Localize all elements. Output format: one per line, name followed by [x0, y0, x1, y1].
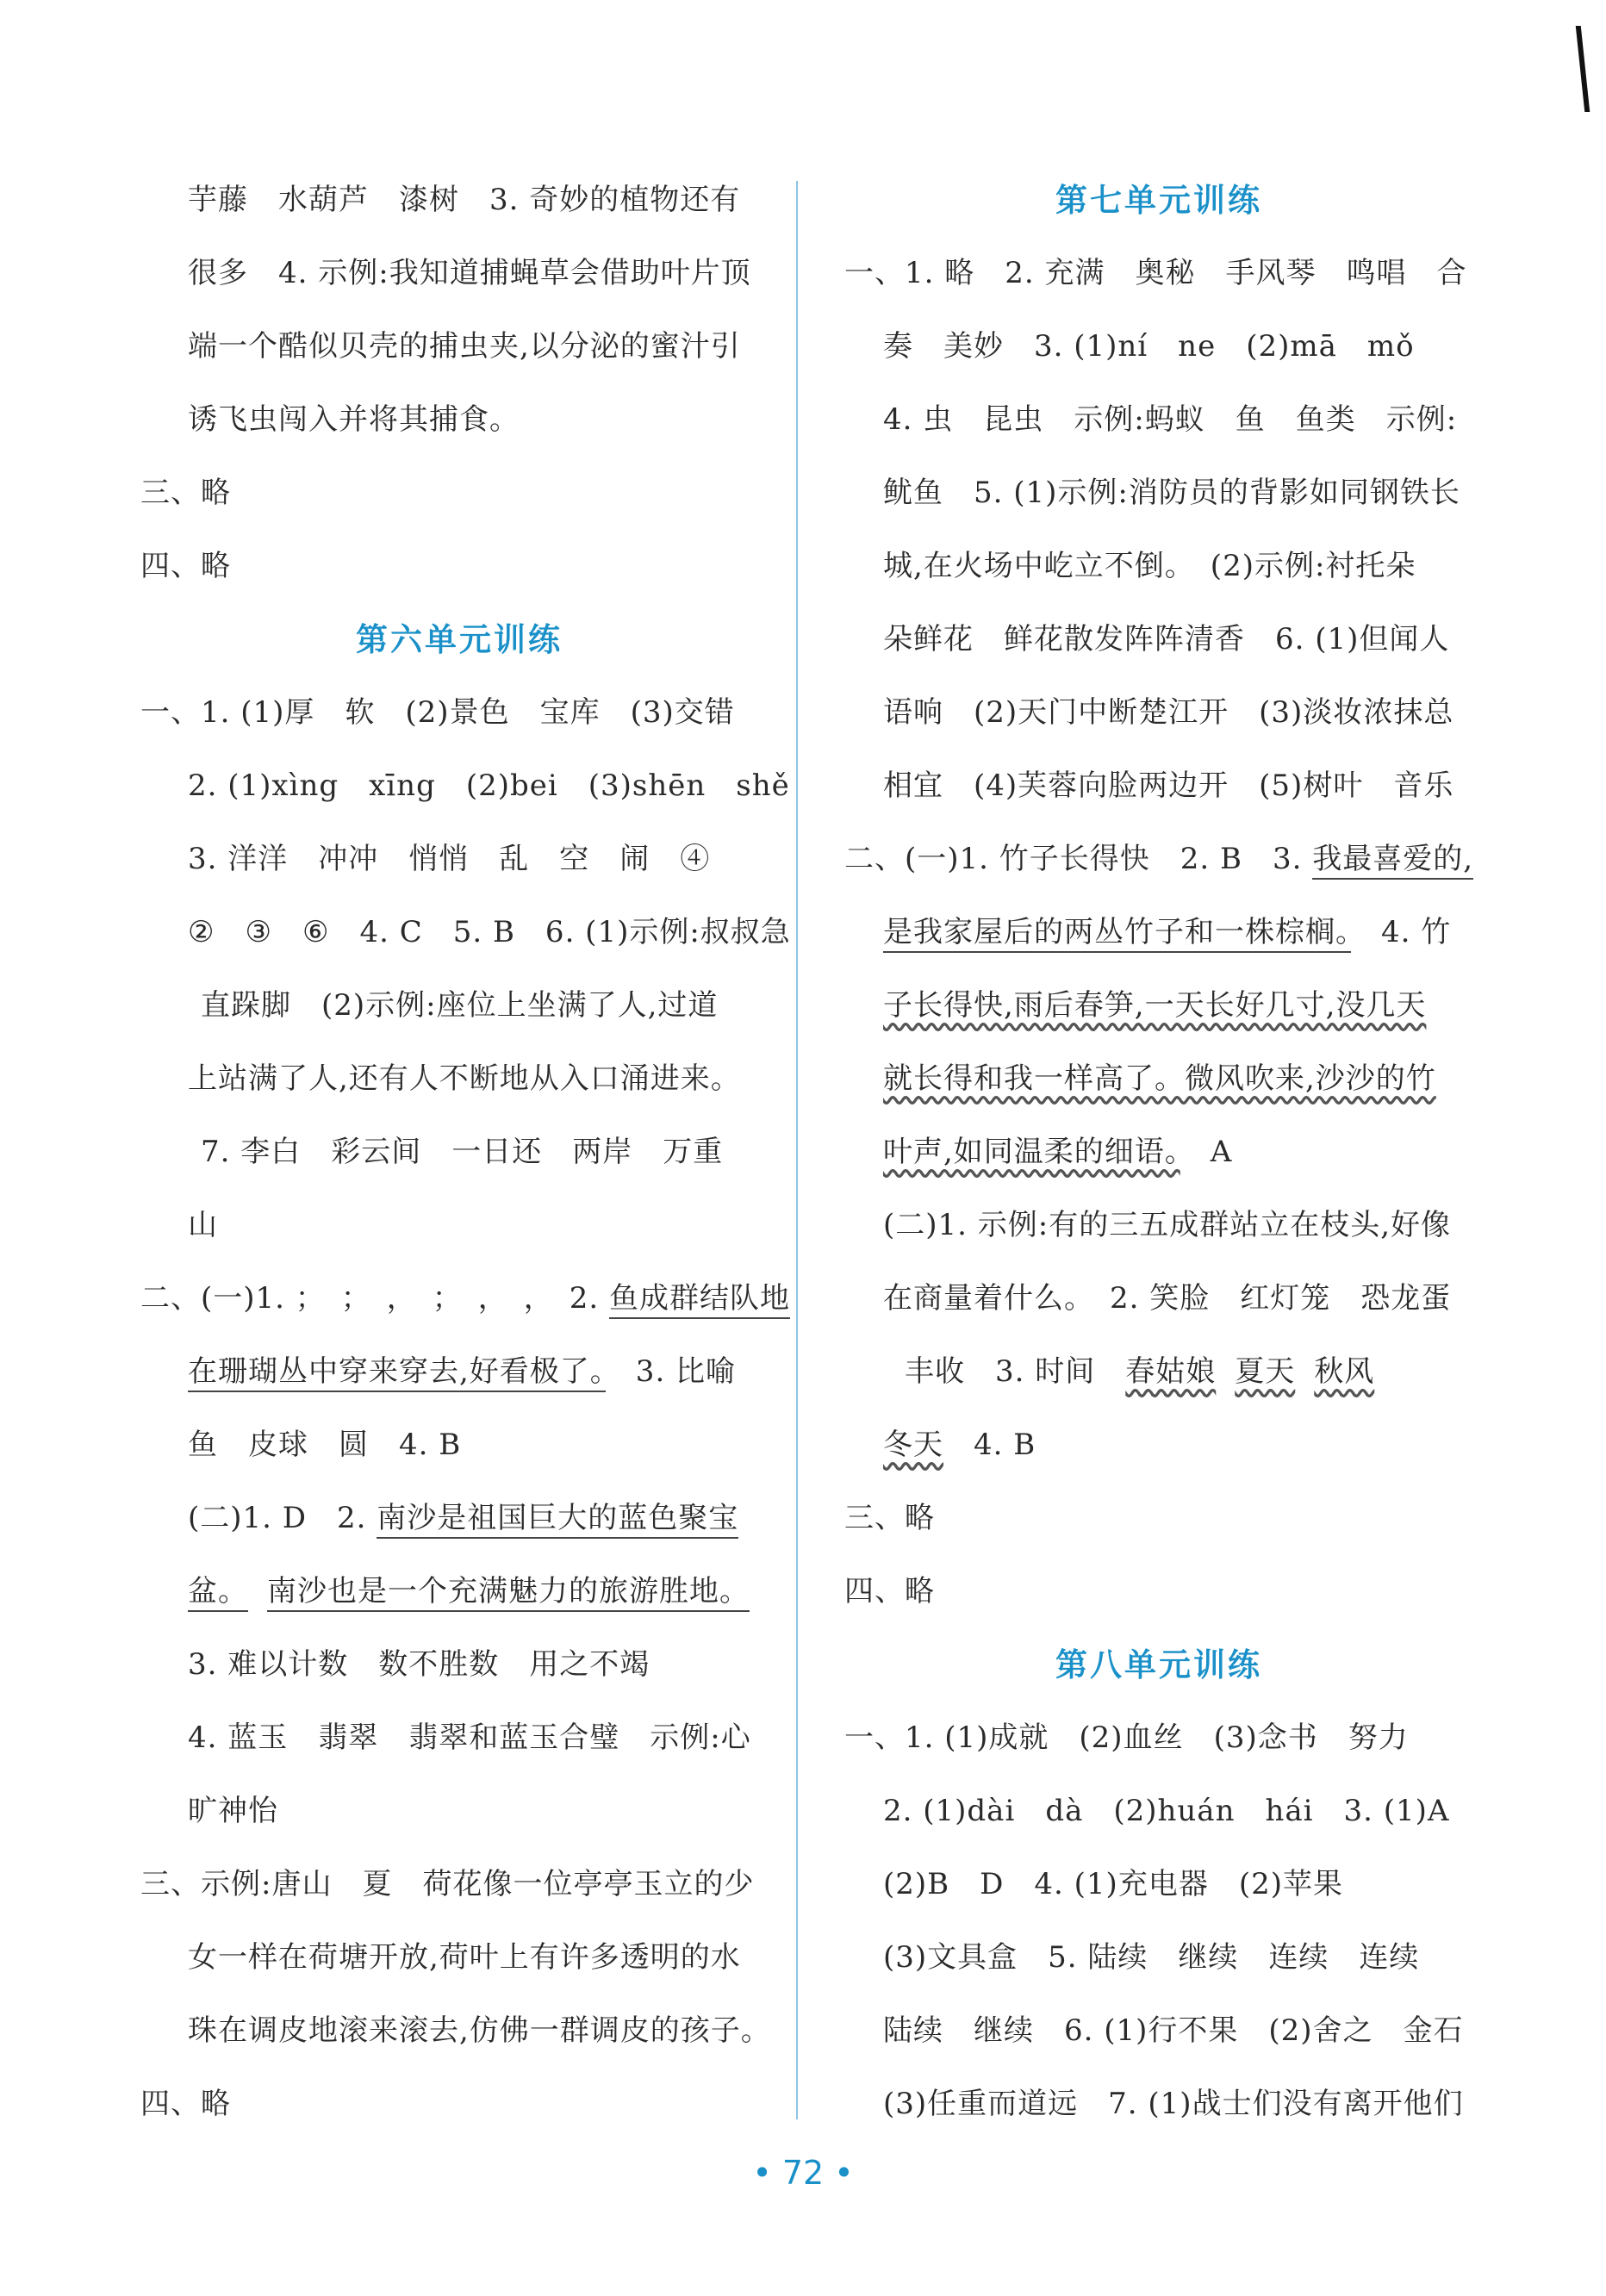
underlined-answer: 在珊瑚丛中穿来穿去,好看极了。 — [188, 1354, 606, 1392]
text-line: 芋藤 水葫芦 漆树 3. 奇妙的植物还有 — [188, 183, 741, 217]
section-three: 三、略 — [140, 476, 231, 510]
text-line — [140, 1262, 791, 1335]
text-line: 2. (1)dài dà (2)huán hái 3. (1)A — [883, 1794, 1450, 1828]
underlined-answer: 我最喜爱的, — [1312, 842, 1473, 880]
text-line: 鱿鱼 5. (1)示例:消防员的背影如同钢铁长 — [883, 476, 1460, 510]
underlined-answer: 盆。 — [188, 1574, 248, 1612]
text-line: 一、1. 略 2. 充满 奥秘 手风琴 鸣唱 合 — [844, 256, 1467, 290]
right-column — [844, 164, 1473, 2141]
text-line: 3. 难以计数 数不胜数 用之不竭 — [188, 1647, 650, 1682]
underlined-answer: 是我家屋后的两丛竹子和一株棕榈。 — [883, 915, 1351, 953]
page-number: • 72 • — [752, 2154, 854, 2192]
text-line — [844, 896, 1473, 969]
text-line: 上站满了人,还有人不断地从入口涌进来。 — [188, 1061, 741, 1096]
left-column — [140, 164, 791, 2141]
text-line: 奏 美妙 3. (1)ní ne (2)mā mǒ — [883, 329, 1415, 364]
section-four: 四、略 — [140, 2087, 231, 2121]
text-line: 旷神怡 — [188, 1794, 278, 1828]
text-segment: 4. B — [943, 1428, 1036, 1462]
text-line — [140, 1482, 778, 1555]
text-line — [844, 1042, 1473, 1116]
text-line: 7. 李白 彩云间 一日还 两岸 万重 — [201, 1135, 724, 1169]
wavy-underlined-answer: 叶声,如同温柔的细语。 — [883, 1135, 1180, 1169]
text-segment: A — [1180, 1135, 1233, 1169]
text-line: 陆续 继续 6. (1)行不果 (2)舍之 金石 — [883, 2013, 1464, 2048]
unit-eight-heading: 第八单元训练 — [1055, 1646, 1262, 1683]
text-line: 3. 洋洋 冲冲 悄悄 乱 空 闹 ④ — [188, 842, 711, 876]
text-line — [844, 1409, 1473, 1482]
wavy-underlined-answer: 冬天 — [883, 1428, 943, 1462]
text-line: 一、1. (1)厚 软 (2)景色 宝库 (3)交错 — [140, 695, 735, 730]
text-line: 珠在调皮地滚来滚去,仿佛一群调皮的孩子。 — [188, 2013, 771, 2048]
underlined-answer: 南沙也是一个充满魅力的旅游胜地。 — [267, 1574, 750, 1612]
text-line: (3)任重而道远 7. (1)战士们没有离开他们 — [883, 2087, 1464, 2121]
text-line: 城,在火场中屹立不倒。 (2)示例:衬托朵 — [883, 549, 1416, 583]
text-line — [844, 1116, 1473, 1189]
text-line: 朵鲜花 鲜花散发阵阵清香 6. (1)但闻人 — [883, 622, 1450, 656]
text-line — [844, 1335, 1473, 1409]
unit-six-heading: 第六单元训练 — [356, 621, 563, 658]
wavy-underlined-answer: 夏天 — [1235, 1354, 1296, 1389]
text-line: (二)1. 示例:有的三五成群站立在枝头,好像 — [883, 1208, 1452, 1242]
text-segment: 3. 比喻 — [605, 1354, 737, 1389]
wavy-underlined-answer: 秋风 — [1314, 1354, 1375, 1389]
text-line — [844, 969, 1473, 1042]
text-line: 很多 4. 示例:我知道捕蝇草会借助叶片顶 — [188, 256, 751, 290]
wavy-underlined-answer: 春姑娘 — [1125, 1354, 1217, 1389]
text-line: (2)B D 4. (1)充电器 (2)苹果 — [883, 1867, 1343, 1901]
wavy-underlined-answer: 就长得和我一样高了。微风吹来,沙沙的竹 — [883, 1061, 1436, 1096]
text-line — [140, 1555, 778, 1628]
text-line — [844, 823, 1473, 896]
underlined-answer: 南沙是祖国巨大的蓝色聚宝 — [377, 1501, 738, 1539]
section-four: 四、略 — [140, 549, 231, 583]
text-line: 4. 虫 昆虫 示例:蚂蚁 鱼 鱼类 示例: — [883, 402, 1458, 437]
text-segment: (二)1. D 2. — [188, 1501, 377, 1535]
text-line: 山 — [188, 1208, 218, 1242]
unit-seven-heading: 第七单元训练 — [1055, 182, 1262, 219]
text-line: 女一样在荷塘开放,荷叶上有许多透明的水 — [188, 1940, 741, 1975]
text-line: 诱飞虫闯入并将其捕食。 — [188, 402, 520, 437]
text-line: 语响 (2)天门中断楚江开 (3)淡妆浓抹总 — [883, 695, 1454, 730]
text-line: 4. 蓝玉 翡翠 翡翠和蓝玉合璧 示例:心 — [188, 1720, 751, 1755]
text-line: ② ③ ⑥ 4. C 5. B 6. (1)示例:叔叔急 — [188, 915, 791, 949]
text-line — [140, 1335, 778, 1409]
text-line: 鱼 皮球 圆 4. B — [188, 1428, 462, 1462]
text-line: 在商量着什么。 2. 笑脸 红灯笼 恐龙蛋 — [883, 1281, 1452, 1316]
text-segment: 二、(一)1. 竹子长得快 2. B 3. — [844, 842, 1313, 876]
wavy-underlined-answer: 子长得快,雨后春笋,一天长好几寸,没几天 — [883, 988, 1427, 1023]
scan-edge-mark — [1576, 26, 1590, 112]
text-line: 端一个酷似贝壳的捕虫夹,以分泌的蜜汁引 — [188, 329, 741, 364]
text-line: 直跺脚 (2)示例:座位上坐满了人,过道 — [201, 988, 719, 1023]
text-line: 一、1. (1)成就 (2)血丝 (3)念书 努力 — [844, 1720, 1409, 1755]
underlined-answer: 鱼成群结队地 — [609, 1281, 790, 1319]
text-segment: 丰收 3. 时间 — [905, 1354, 1126, 1389]
text-line: 2. (1)xìng xīng (2)bei (3)shēn shě — [188, 768, 790, 803]
text-segment: 二、(一)1. ； ； ， ； ， ， 2. — [140, 1281, 610, 1316]
text-line: 相宜 (4)芙蓉向脸两边开 (5)树叶 音乐 — [883, 768, 1454, 803]
section-three: 三、略 — [844, 1501, 935, 1535]
section-four: 四、略 — [844, 1574, 935, 1608]
text-line: (3)文具盒 5. 陆续 继续 连续 连续 — [883, 1940, 1420, 1975]
text-segment: 4. 竹 — [1351, 915, 1452, 949]
text-line: 三、示例:唐山 夏 荷花像一位亭亭玉立的少 — [140, 1867, 755, 1901]
column-divider — [796, 181, 798, 2119]
